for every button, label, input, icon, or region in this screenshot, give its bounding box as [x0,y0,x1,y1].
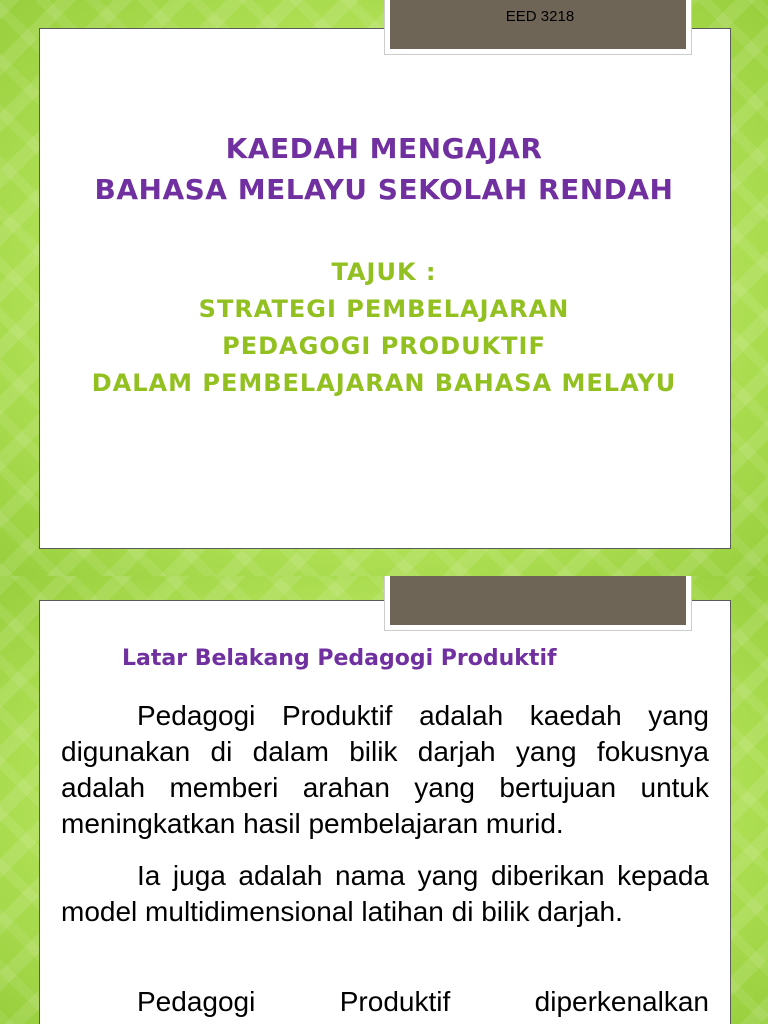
topic-line: DALAM PEMBELAJARAN BAHASA MELAYU [91,369,677,397]
section-heading: Latar Belakang Pedagogi Produktif [122,646,557,671]
title-line: BAHASA MELAYU SEKOLAH RENDAH [94,173,674,206]
topic-line: STRATEGI PEMBELAJARAN [198,295,570,323]
body-paragraph [61,984,709,1020]
content-slide [0,576,768,1024]
topic-label: TAJUK : [331,258,437,286]
title-line: KAEDAH MENGAJAR [225,132,543,165]
course-code: EED 3218 [505,8,575,25]
header-tab [385,576,691,630]
topic-line: PEDAGOGI PRODUKTIF [222,332,546,360]
paragraph-text: Ia juga adalah nama yang diberikan kepada model multidimensional latihan di bilik darjah. [61,860,709,927]
body-paragraph [61,858,709,930]
paragraph-text: Pedagogi Produktif adalah kaedah yang digunakan di dalam bilik darjah yang fokusnya adalah memberi arahan yang bertujuan untuk meningkatkan hasil pembelajaran murid. [61,700,709,839]
paragraph-text: Pedagogi Produktif diperkenalkan [137,986,709,1017]
slide-title [0,128,768,210]
topic-block [0,254,768,402]
body-paragraph [61,698,709,842]
